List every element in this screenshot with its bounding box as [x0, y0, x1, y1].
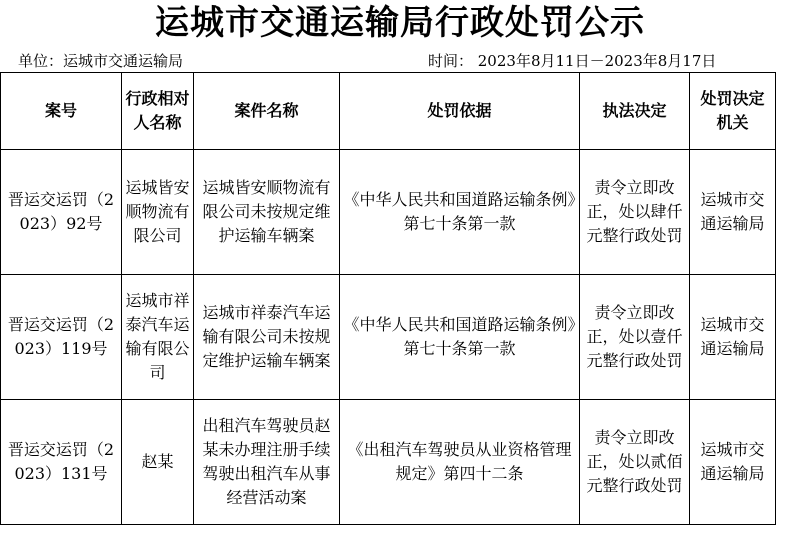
cell-party: 运城市祥泰汽车运输有限公司 [122, 275, 194, 400]
cell-party: 赵某 [122, 400, 194, 525]
cell-party: 运城皆安顺物流有限公司 [122, 150, 194, 275]
cell-case-name: 运城皆安顺物流有限公司未按规定维护运输车辆案 [194, 150, 340, 275]
cell-authority: 运城市交通运输局 [690, 400, 776, 525]
header-case-no: 案号 [1, 73, 122, 150]
unit-label: 单位：运城市交通运输局 [18, 52, 184, 70]
cell-basis: 《出租汽车驾驶员从业资格管理规定》第四十二条 [340, 400, 580, 525]
table-row [1, 400, 776, 525]
cell-case-no: 晋运交运罚（2023）119号 [1, 275, 122, 400]
header-decision: 执法决定 [580, 73, 690, 150]
penalty-table [0, 72, 776, 525]
cell-case-no: 晋运交运罚（2023）131号 [1, 400, 122, 525]
page-title: 运城市交通运输局行政处罚公示 [155, 3, 645, 43]
cell-decision: 责令立即改正，处以壹仟元整行政处罚 [580, 275, 690, 400]
cell-decision: 责令立即改正，处以肆仟元整行政处罚 [580, 150, 690, 275]
cell-authority: 运城市交通运输局 [690, 275, 776, 400]
table-row [1, 275, 776, 400]
cell-case-name: 运城市祥泰汽车运输有限公司未按规定维护运输车辆案 [194, 275, 340, 400]
cell-authority: 运城市交通运输局 [690, 150, 776, 275]
cell-case-name: 出租汽车驾驶员赵某未办理注册手续驾驶出租汽车从事经营活动案 [194, 400, 340, 525]
cell-basis: 《中华人民共和国道路运输条例》第七十条第一款 [340, 150, 580, 275]
cell-case-no: 晋运交运罚（2023）92号 [1, 150, 122, 275]
header-basis: 处罚依据 [340, 73, 580, 150]
cell-basis: 《中华人民共和国道路运输条例》第七十条第一款 [340, 275, 580, 400]
time-range: 时间： 2023年8月11日－2023年8月17日 [428, 52, 717, 70]
table-row [1, 150, 776, 275]
table-header-row [1, 73, 776, 150]
header-party: 行政相对人名称 [122, 73, 194, 150]
cell-decision: 责令立即改正，处以贰佰元整行政处罚 [580, 400, 690, 525]
header-authority: 处罚决定机关 [690, 73, 776, 150]
header-case-name: 案件名称 [194, 73, 340, 150]
meta-line [0, 50, 780, 72]
